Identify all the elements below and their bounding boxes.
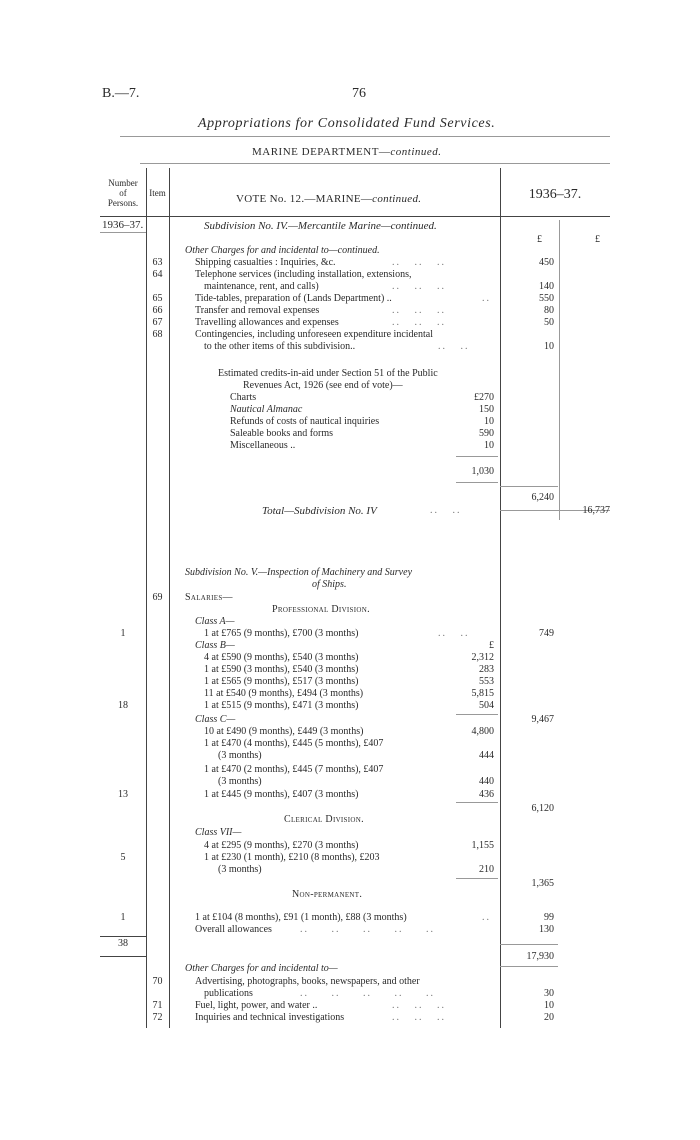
item-67-desc: Travelling allowances and expenses xyxy=(195,317,339,328)
sub4-total: 16,737 xyxy=(582,505,610,516)
class-c-line-amount: 4,800 xyxy=(471,726,494,737)
professional-division-heading: Professional Division. xyxy=(272,604,370,615)
credits-total-rule xyxy=(456,482,498,483)
item-68-amount: 10 xyxy=(544,341,554,352)
class-vii-line: 1 at £230 (1 month), £210 (8 months), £203 xyxy=(204,852,380,863)
document-ref: B.—7. xyxy=(102,86,140,101)
credits-total: 1,030 xyxy=(471,466,494,477)
pound-sign-total: £ xyxy=(595,234,600,245)
class-vii-line: 4 at £295 (9 months), £270 (3 months) xyxy=(204,840,359,851)
class-c-line: 1 at £470 (2 months), £445 (7 months), £407 xyxy=(204,764,384,775)
class-c-heading: Class C— xyxy=(195,714,236,725)
class-c-total: 6,120 xyxy=(531,803,554,814)
sub5-other-charges: Other Charges for and incidental to— xyxy=(185,963,338,974)
class-b-line-amount: 504 xyxy=(479,700,494,711)
class-c-line-amount: 440 xyxy=(479,776,494,787)
class-vii-total: 1,365 xyxy=(531,878,554,889)
item-71-number: 71 xyxy=(152,1000,163,1011)
class-c-line: 1 at £445 (9 months), £407 (3 months) xyxy=(204,789,359,800)
page-title: Appropriations for Consolidated Fund Services. xyxy=(198,116,496,131)
sub4-subtotal: 6,240 xyxy=(531,492,554,503)
class-a-line: 1 at £765 (9 months), £700 (3 months) xyxy=(204,628,359,639)
credit-amount: 10 xyxy=(484,440,494,451)
item-68-desc-cont: to the other items of this subdivision.. xyxy=(204,341,356,352)
credit-amount: £270 xyxy=(474,392,494,403)
col-rule-item xyxy=(169,168,170,1028)
persons-total-rule-top xyxy=(100,936,146,937)
class-b-pound: £ xyxy=(489,640,494,651)
leader-dots: .. .. .. xyxy=(392,305,446,316)
department-rule xyxy=(140,163,610,164)
class-a-heading: Class A— xyxy=(195,616,235,627)
credit-amount: 150 xyxy=(479,404,494,415)
class-b-line-amount: 2,312 xyxy=(471,652,494,663)
class-vii-line-amount: 1,155 xyxy=(471,840,494,851)
class-c-line-cont: (3 months) xyxy=(218,776,262,787)
sub5-heading: Subdivision No. V.—Inspection of Machinery and Survey xyxy=(185,567,413,578)
leader-dots: .. .. xyxy=(438,341,470,352)
credit-label: Saleable books and forms xyxy=(230,428,334,439)
non-permanent-amount: 99 xyxy=(544,912,554,923)
credit-label: Miscellaneous .. xyxy=(230,440,296,451)
item-65-amount: 550 xyxy=(539,293,554,304)
leader-dots: .. .. .. .. .. xyxy=(300,924,435,935)
item-70-desc-cont: publications xyxy=(204,988,253,999)
header-persons: Persons. xyxy=(107,198,139,208)
class-vii-heading: Class VII— xyxy=(195,827,242,838)
item-67-number: 67 xyxy=(152,317,163,328)
item-71-desc: Fuel, light, power, and water .. xyxy=(195,1000,318,1011)
item-70-number: 70 xyxy=(152,976,163,987)
leader-dots: .. .. .. xyxy=(392,1012,446,1023)
clerical-division-heading: Clerical Division. xyxy=(284,814,364,825)
item-65-number: 65 xyxy=(152,293,163,304)
class-b-line: 1 at £515 (9 months), £471 (3 months) xyxy=(204,700,359,711)
salaries-total-rule xyxy=(500,944,558,945)
class-b-line-amount: 5,815 xyxy=(471,688,494,699)
leader-dots: .. .. .. xyxy=(392,257,446,268)
item-66-amount: 80 xyxy=(544,305,554,316)
class-b-line: 1 at £565 (9 months), £517 (3 months) xyxy=(204,676,359,687)
vote-heading: VOTE No. 12.—MARINE—continued. xyxy=(236,193,422,205)
class-c-line: 1 at £470 (4 months), £445 (5 months), £407 xyxy=(204,738,384,749)
class-vii-persons: 5 xyxy=(120,852,126,863)
col-rule-total xyxy=(559,220,560,520)
class-b-rule xyxy=(456,714,498,715)
header-of: of xyxy=(119,188,127,198)
page-number: 76 xyxy=(352,86,366,101)
sub4-heading: Subdivision No. IV.—Mercantile Marine—continued. xyxy=(204,220,437,232)
item-66-number: 66 xyxy=(152,305,163,316)
item-71-amount: 10 xyxy=(544,1000,554,1011)
credit-amount: 590 xyxy=(479,428,494,439)
sub4-other-charges: Other Charges for and incidental to—continued. xyxy=(185,245,380,256)
item-63-number: 63 xyxy=(152,257,163,268)
sub4-total-label: Total—Subdivision No. IV xyxy=(262,505,377,517)
class-c-line-cont: (3 months) xyxy=(218,750,262,761)
leader-dots: .. .. xyxy=(430,505,462,516)
class-b-line-amount: 553 xyxy=(479,676,494,687)
item-67-amount: 50 xyxy=(544,317,554,328)
title-rule xyxy=(120,136,610,137)
credit-amount: 10 xyxy=(484,416,494,427)
table-header-rule xyxy=(100,216,610,217)
leader-dots: .. .. .. .. .. xyxy=(300,988,435,999)
non-permanent-persons: 1 xyxy=(120,912,126,923)
item-64-number: 64 xyxy=(152,269,163,280)
header-number: Number xyxy=(108,178,138,188)
subtotal-rule xyxy=(500,486,558,487)
item-72-number: 72 xyxy=(152,1012,163,1023)
header-item: Item xyxy=(149,188,166,198)
credit-label: Nautical Almanac xyxy=(230,404,303,415)
item-72-desc: Inquiries and technical investigations xyxy=(195,1012,345,1023)
class-a-persons: 1 xyxy=(120,628,126,639)
item-70-amount: 30 xyxy=(544,988,554,999)
class-b-line: 11 at £540 (9 months), £494 (3 months) xyxy=(204,688,364,699)
non-permanent-line: 1 at £104 (8 months), £91 (1 month), £88 (3 months) xyxy=(195,912,407,923)
credits-heading-cont: Revenues Act, 1926 (see end of vote)— xyxy=(243,380,403,391)
class-b-line: 1 at £590 (3 months), £540 (3 months) xyxy=(204,664,359,675)
class-vii-rule xyxy=(456,878,498,879)
class-vii-line-amount: 210 xyxy=(479,864,494,875)
class-c-line: 10 at £490 (9 months), £449 (3 months) xyxy=(204,726,364,737)
credits-heading: Estimated credits-in-aid under Section 51 of the Public xyxy=(218,368,438,379)
leader-dots: .. .. xyxy=(438,628,470,639)
header-year: 1936–37. xyxy=(528,187,582,202)
salaries-total-rule-bottom xyxy=(500,966,558,967)
item-66-desc: Transfer and removal expenses xyxy=(195,305,320,316)
year-label: 1936–37. xyxy=(102,219,144,231)
item-64-amount: 140 xyxy=(539,281,554,292)
credit-label: Charts xyxy=(230,392,257,403)
class-b-line-amount: 283 xyxy=(479,664,494,675)
sub5-heading-cont: of Ships. xyxy=(312,579,347,590)
class-b-persons: 18 xyxy=(118,700,128,711)
pound-sign: £ xyxy=(537,234,542,245)
item-64-desc-cont: maintenance, rent, and calls) xyxy=(204,281,319,292)
credits-rule xyxy=(456,456,498,457)
salaries-total: 17,930 xyxy=(526,951,554,962)
salaries-heading: Salaries— xyxy=(185,592,233,603)
class-vii-line-cont: (3 months) xyxy=(218,864,262,875)
department-heading: MARINE DEPARTMENT—continued. xyxy=(252,146,442,158)
leader-dots: .. .. .. xyxy=(392,317,446,328)
class-c-persons: 13 xyxy=(118,789,128,800)
leader-dots: .. xyxy=(482,293,491,304)
class-b-line: 4 at £590 (9 months), £540 (3 months) xyxy=(204,652,359,663)
item-68-number: 68 xyxy=(152,329,163,340)
overall-allowances-label: Overall allowances xyxy=(195,924,272,935)
item-68-desc: Contingencies, including unforeseen expenditure incidental xyxy=(195,329,433,340)
item-70-desc: Advertising, photographs, books, newspapers, and other xyxy=(195,976,420,987)
persons-total: 38 xyxy=(118,938,128,949)
overall-allowances-amount: 130 xyxy=(539,924,554,935)
non-permanent-heading: Non-permanent. xyxy=(292,889,363,900)
item-69-number: 69 xyxy=(152,592,163,603)
item-63-amount: 450 xyxy=(539,257,554,268)
class-b-total: 9,467 xyxy=(531,714,554,725)
persons-total-rule-bottom xyxy=(100,956,146,957)
item-65-desc: Tide-tables, preparation of (Lands Department) .. xyxy=(195,293,392,304)
credit-label: Refunds of costs of nautical inquiries xyxy=(230,416,380,427)
item-64-desc: Telephone services (including installation, extensions, xyxy=(195,269,412,280)
leader-dots: .. .. .. xyxy=(392,281,446,292)
class-c-line-amount: 436 xyxy=(479,789,494,800)
item-72-amount: 20 xyxy=(544,1012,554,1023)
leader-dots: .. xyxy=(482,912,491,923)
leader-dots: .. .. .. xyxy=(392,1000,446,1011)
class-c-line-amount: 444 xyxy=(479,750,494,761)
class-a-amount: 749 xyxy=(539,628,554,639)
class-c-rule xyxy=(456,802,498,803)
year-rule xyxy=(100,232,146,233)
class-b-heading: Class B— xyxy=(195,640,235,651)
item-63-desc: Shipping casualties : Inquiries, &c. xyxy=(195,257,336,268)
